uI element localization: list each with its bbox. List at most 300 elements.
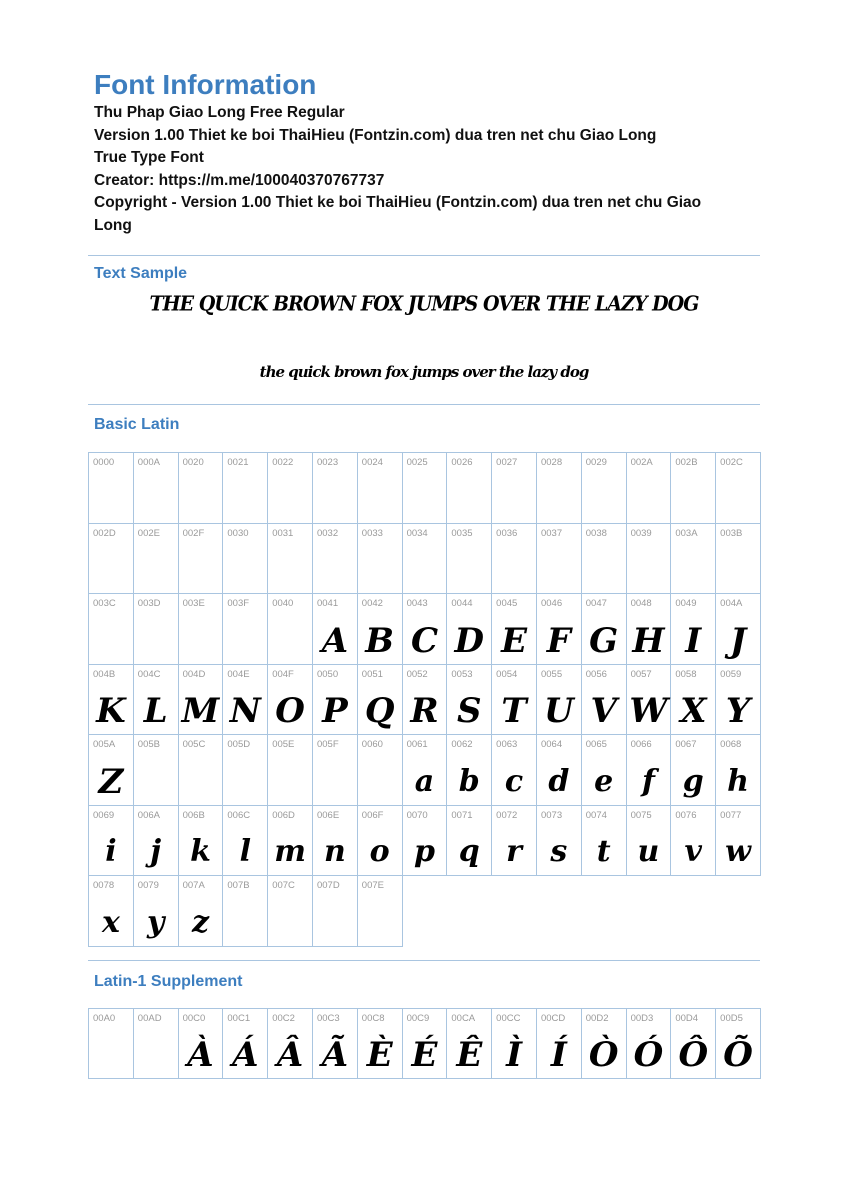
latin1-supplement-grid — [88, 1008, 761, 1080]
glyph-cell — [492, 594, 537, 665]
glyph-cell — [358, 1009, 403, 1080]
glyph-cell — [403, 524, 448, 595]
codepoint-label: 004D — [182, 668, 206, 680]
glyph-cell — [582, 524, 627, 595]
codepoint-label: 0058 — [675, 668, 697, 680]
glyph-sample: Z — [98, 761, 124, 802]
glyph-cell — [537, 594, 582, 665]
glyph-sample: q — [458, 834, 480, 869]
glyph-cell — [671, 1009, 716, 1080]
font-copyright: Copyright - Version 1.00 Thiet ke boi ThaiHieu (Fontzin.com) dua tren net chu Giao — [94, 194, 702, 211]
codepoint-label: 0071 — [451, 809, 473, 821]
glyph-sample: u — [637, 834, 660, 869]
glyph-cell — [358, 665, 403, 736]
codepoint-label: 0063 — [496, 739, 518, 750]
codepoint-label: 000A — [137, 457, 160, 468]
glyph-cell — [537, 806, 582, 877]
glyph-cell — [716, 594, 761, 665]
glyph-sample: S — [456, 691, 482, 731]
codepoint-label: 0027 — [496, 457, 518, 468]
codepoint-label: 0050 — [316, 668, 339, 680]
codepoint-label: 0040 — [272, 598, 294, 609]
glyph-cell — [716, 735, 761, 806]
codepoint-label: 0041 — [316, 598, 339, 609]
glyph-cell — [358, 806, 403, 877]
glyph-cell — [447, 1009, 492, 1080]
codepoint-label: 003E — [182, 598, 205, 609]
codepoint-label: 0070 — [406, 809, 428, 821]
glyph-cell — [179, 806, 224, 877]
glyph-sample: f — [642, 763, 655, 799]
glyph-cell — [582, 453, 627, 524]
codepoint-label: 0048 — [630, 598, 652, 609]
codepoint-label: 0073 — [540, 809, 563, 821]
glyph-cell — [179, 453, 224, 524]
codepoint-label: 003F — [227, 598, 250, 609]
glyph-sample: D — [454, 620, 485, 661]
glyph-sample: t — [596, 834, 611, 869]
glyph-cell — [537, 665, 582, 736]
glyph-sample: P — [322, 691, 348, 731]
codepoint-label: 002A — [630, 457, 653, 468]
glyph-cell — [582, 665, 627, 736]
codepoint-label: 0056 — [585, 668, 607, 680]
glyph-sample: a — [414, 763, 435, 799]
glyph-sample: T — [501, 691, 527, 731]
glyph-cell — [179, 1009, 224, 1080]
glyph-cell — [582, 1009, 627, 1080]
codepoint-label: 0022 — [272, 457, 294, 468]
glyph-sample: Ì — [506, 1035, 523, 1075]
codepoint-label: 0053 — [451, 668, 473, 680]
codepoint-label: 002D — [93, 527, 116, 539]
codepoint-label: 0066 — [630, 739, 652, 750]
codepoint-label: 0045 — [496, 598, 518, 609]
glyph-cell — [447, 665, 492, 736]
font-info-page — [88, 68, 760, 1079]
glyph-cell — [134, 806, 179, 877]
codepoint-label: 003B — [720, 527, 743, 539]
glyph-sample: F — [546, 620, 571, 661]
glyph-sample: b — [458, 763, 480, 799]
glyph-cell — [537, 735, 582, 806]
glyph-sample: I — [685, 620, 702, 661]
codepoint-label: 00D3 — [630, 1012, 654, 1024]
glyph-cell — [134, 594, 179, 665]
glyph-sample: N — [229, 691, 261, 731]
codepoint-label: 002F — [182, 527, 205, 539]
glyph-cell — [492, 524, 537, 595]
glyph-cell — [134, 524, 179, 595]
glyph-cell — [223, 453, 268, 524]
codepoint-label: 0077 — [720, 809, 742, 821]
glyph-sample: X — [680, 691, 707, 731]
codepoint-label: 004A — [720, 598, 743, 609]
glyph-sample: v — [684, 834, 702, 869]
codepoint-label: 006B — [182, 809, 205, 821]
glyph-sample: Ã — [321, 1035, 349, 1075]
glyph-cell — [716, 453, 761, 524]
glyph-sample: y — [146, 904, 165, 940]
codepoint-label: 0055 — [540, 668, 563, 680]
codepoint-label: 0069 — [93, 809, 115, 821]
glyph-cell — [223, 1009, 268, 1080]
glyph-cell — [358, 735, 403, 806]
codepoint-label: 0043 — [406, 598, 428, 609]
glyph-sample: c — [504, 763, 524, 799]
glyph-cell — [268, 735, 313, 806]
glyph-cell — [179, 524, 224, 595]
glyph-cell — [223, 806, 268, 877]
glyph-cell — [179, 665, 224, 736]
glyph-sample: M — [181, 691, 220, 731]
codepoint-label: 0039 — [630, 527, 652, 539]
glyph-sample: h — [727, 763, 749, 799]
glyph-sample: L — [143, 691, 168, 731]
codepoint-label: 005C — [182, 739, 206, 750]
glyph-cell — [134, 1009, 179, 1080]
section-divider — [88, 255, 760, 256]
glyph-cell — [492, 735, 537, 806]
glyph-cell — [582, 735, 627, 806]
codepoint-label: 0049 — [675, 598, 697, 609]
codepoint-label: 0047 — [585, 598, 607, 609]
glyph-sample: G — [589, 620, 619, 661]
codepoint-label: 0057 — [630, 668, 652, 680]
codepoint-label: 0030 — [227, 527, 249, 539]
glyph-sample: p — [413, 834, 435, 869]
codepoint-label: 004E — [227, 668, 250, 680]
codepoint-label: 00C1 — [227, 1012, 251, 1024]
glyph-cell — [403, 735, 448, 806]
glyph-sample: r — [506, 834, 522, 869]
glyph-cell — [313, 1009, 358, 1080]
glyph-sample: Ò — [588, 1035, 619, 1075]
glyph-cell — [89, 665, 134, 736]
glyph-sample: H — [632, 620, 665, 661]
glyph-sample: À — [187, 1035, 214, 1075]
glyph-cell — [716, 806, 761, 877]
section-divider — [88, 960, 760, 961]
glyph-sample: m — [274, 834, 306, 869]
glyph-sample: n — [323, 834, 346, 869]
glyph-cell — [358, 524, 403, 595]
glyph-sample: Q — [364, 691, 395, 731]
glyph-cell — [268, 453, 313, 524]
glyph-sample: J — [730, 620, 747, 661]
codepoint-label: 006C — [227, 809, 251, 821]
codepoint-label: 006E — [316, 809, 340, 821]
glyph-cell — [313, 594, 358, 665]
glyph-cell — [358, 594, 403, 665]
sample-uppercase: THE QUICK BROWN FOX JUMPS OVER THE LAZY DOG — [149, 291, 699, 317]
glyph-sample: O — [275, 691, 305, 731]
codepoint-label: 0075 — [630, 809, 652, 821]
codepoint-label: 0000 — [93, 457, 115, 468]
glyph-cell — [716, 1009, 761, 1080]
glyph-sample: C — [410, 620, 438, 661]
font-creator: Creator: https://m.me/100040370767737 — [94, 171, 385, 189]
glyph-cell — [89, 876, 134, 947]
codepoint-label: 003D — [137, 598, 161, 609]
page-title: Font Information — [94, 69, 317, 100]
glyph-cell — [671, 665, 716, 736]
glyph-cell — [358, 453, 403, 524]
glyph-cell — [403, 453, 448, 524]
glyph-sample: U — [544, 691, 574, 731]
glyph-cell — [89, 1009, 134, 1080]
glyph-cell — [268, 806, 313, 877]
codepoint-label: 0034 — [406, 527, 428, 539]
glyph-cell — [671, 594, 716, 665]
glyph-sample: K — [96, 691, 126, 731]
codepoint-label: 0051 — [361, 668, 383, 680]
codepoint-label: 0025 — [406, 457, 428, 468]
codepoint-label: 0068 — [720, 739, 742, 750]
glyph-cell — [268, 1009, 313, 1080]
glyph-sample: Â — [276, 1035, 304, 1075]
glyph-cell — [492, 665, 537, 736]
font-copyright-cont: Long — [94, 216, 132, 234]
codepoint-label: 0031 — [272, 527, 294, 539]
codepoint-label: 007D — [316, 880, 340, 891]
glyph-cell — [447, 594, 492, 665]
codepoint-label: 0046 — [540, 598, 563, 609]
codepoint-label: 004B — [93, 668, 116, 680]
glyph-cell — [313, 665, 358, 736]
glyph-cell — [268, 876, 313, 947]
codepoint-label: 00D2 — [585, 1012, 609, 1024]
codepoint-label: 0036 — [496, 527, 518, 539]
codepoint-label: 0029 — [585, 457, 607, 468]
section-divider — [88, 404, 760, 405]
glyph-cell — [223, 876, 268, 947]
codepoint-label: 007A — [182, 880, 205, 891]
codepoint-label: 0054 — [496, 668, 518, 680]
glyph-sample: È — [366, 1035, 393, 1075]
glyph-cell — [268, 594, 313, 665]
glyph-cell — [313, 524, 358, 595]
glyph-cell — [671, 735, 716, 806]
codepoint-label: 0079 — [137, 880, 159, 891]
glyph-cell — [627, 665, 672, 736]
codepoint-label: 005E — [272, 739, 295, 750]
glyph-cell — [582, 806, 627, 877]
glyph-cell — [313, 735, 358, 806]
glyph-cell — [582, 594, 627, 665]
codepoint-label: 0044 — [451, 598, 473, 609]
codepoint-label: 006D — [272, 809, 295, 821]
codepoint-label: 00C8 — [361, 1012, 385, 1024]
glyph-cell — [492, 806, 537, 877]
codepoint-label: 0032 — [316, 527, 339, 539]
codepoint-label: 0062 — [451, 739, 473, 750]
glyph-cell — [447, 453, 492, 524]
glyph-cell — [403, 806, 448, 877]
glyph-sample: Ô — [678, 1035, 709, 1075]
codepoint-label: 0065 — [585, 739, 607, 750]
glyph-cell — [403, 594, 448, 665]
basic-latin-grid — [88, 452, 761, 947]
codepoint-label: 0052 — [406, 668, 428, 680]
codepoint-label: 0033 — [361, 527, 383, 539]
glyph-sample: Á — [232, 1035, 259, 1075]
glyph-cell — [537, 1009, 582, 1080]
codepoint-label: 005B — [137, 739, 160, 750]
codepoint-label: 007B — [227, 880, 250, 891]
sample-lowercase: the quick brown fox jumps over the lazy dog — [259, 363, 589, 381]
glyph-cell — [492, 1009, 537, 1080]
glyph-cell — [671, 453, 716, 524]
glyph-sample: i — [105, 834, 117, 869]
codepoint-label: 004F — [272, 668, 294, 680]
codepoint-label: 0038 — [585, 527, 607, 539]
glyph-cell — [537, 453, 582, 524]
codepoint-label: 003C — [93, 598, 116, 609]
glyph-cell — [89, 524, 134, 595]
glyph-cell — [223, 665, 268, 736]
codepoint-label: 00D5 — [720, 1012, 743, 1024]
codepoint-label: 0021 — [227, 457, 249, 468]
codepoint-label: 005A — [93, 739, 116, 750]
codepoint-label: 002E — [137, 527, 160, 539]
font-version: Version 1.00 Thiet ke boi ThaiHieu (Fontzin.com) dua tren net chu Giao Long — [94, 126, 657, 144]
codepoint-label: 006F — [361, 809, 384, 821]
glyph-sample: É — [411, 1035, 438, 1075]
codepoint-label: 005D — [227, 739, 251, 750]
glyph-sample: A — [321, 620, 349, 661]
codepoint-label: 0059 — [720, 668, 742, 680]
glyph-cell — [89, 806, 134, 877]
glyph-sample: s — [550, 834, 568, 869]
glyph-cell — [134, 735, 179, 806]
glyph-cell — [313, 806, 358, 877]
font-name: Thu Phap Giao Long Free Regular — [94, 104, 345, 121]
codepoint-label: 0060 — [361, 739, 383, 750]
codepoint-label: 005F — [316, 739, 339, 750]
glyph-sample: Ó — [633, 1035, 664, 1075]
latin1-heading: Latin-1 Supplement — [94, 972, 243, 990]
codepoint-label: 0028 — [540, 457, 563, 468]
codepoint-label: 00D4 — [675, 1012, 699, 1024]
glyph-sample: E — [501, 620, 528, 661]
glyph-cell — [89, 735, 134, 806]
codepoint-label: 00C2 — [272, 1012, 295, 1024]
glyph-cell — [179, 735, 224, 806]
glyph-cell — [89, 453, 134, 524]
basic-latin-heading: Basic Latin — [94, 416, 180, 433]
glyph-cell — [627, 1009, 672, 1080]
glyph-sample: e — [594, 763, 614, 799]
glyph-sample: Ê — [456, 1035, 483, 1075]
glyph-cell — [358, 876, 403, 947]
glyph-sample: o — [369, 834, 390, 869]
codepoint-label: 002C — [720, 457, 743, 468]
codepoint-label: 0024 — [361, 457, 383, 468]
codepoint-label: 0042 — [361, 598, 383, 609]
font-type: True Type Font — [94, 149, 204, 166]
glyph-cell — [403, 1009, 448, 1080]
glyph-cell — [223, 524, 268, 595]
glyph-cell — [268, 524, 313, 595]
codepoint-label: 0076 — [675, 809, 697, 821]
font-info-block — [88, 102, 760, 237]
glyph-sample: d — [548, 763, 570, 799]
codepoint-label: 004C — [137, 668, 161, 680]
codepoint-label: 0064 — [540, 739, 563, 750]
codepoint-label: 00C3 — [316, 1012, 340, 1024]
glyph-sample: Y — [725, 691, 751, 731]
glyph-cell — [179, 594, 224, 665]
glyph-cell — [447, 735, 492, 806]
codepoint-label: 003A — [675, 527, 698, 539]
glyph-cell — [179, 876, 224, 947]
glyph-sample: g — [682, 763, 704, 799]
glyph-cell — [537, 524, 582, 595]
codepoint-label: 0072 — [496, 809, 518, 821]
glyph-cell — [134, 876, 179, 947]
glyph-sample: l — [239, 834, 251, 869]
codepoint-label: 0026 — [451, 457, 473, 468]
codepoint-label: 0067 — [675, 739, 697, 750]
codepoint-label: 0035 — [451, 527, 473, 539]
glyph-sample: j — [150, 834, 162, 869]
codepoint-label: 002B — [675, 457, 698, 468]
codepoint-label: 00A0 — [93, 1012, 116, 1024]
glyph-sample: w — [725, 834, 751, 869]
glyph-cell — [223, 594, 268, 665]
glyph-cell — [716, 665, 761, 736]
glyph-sample: B — [365, 620, 395, 661]
glyph-cell — [268, 665, 313, 736]
codepoint-label: 0020 — [182, 457, 204, 468]
glyph-sample: V — [590, 691, 617, 731]
glyph-cell — [627, 453, 672, 524]
text-sample-heading: Text Sample — [94, 265, 188, 282]
codepoint-label: 00CA — [451, 1012, 476, 1024]
codepoint-label: 00CD — [540, 1012, 566, 1024]
codepoint-label: 00C9 — [406, 1012, 430, 1024]
codepoint-label: 00AD — [137, 1012, 162, 1024]
glyph-cell — [627, 735, 672, 806]
codepoint-label: 007E — [361, 880, 384, 891]
glyph-cell — [89, 594, 134, 665]
codepoint-label: 0078 — [93, 880, 115, 891]
glyph-sample: z — [191, 904, 210, 940]
glyph-sample: Õ — [723, 1035, 753, 1075]
glyph-cell — [492, 453, 537, 524]
glyph-cell — [627, 524, 672, 595]
codepoint-label: 00CC — [496, 1012, 521, 1024]
glyph-sample: k — [190, 834, 211, 869]
glyph-cell — [716, 524, 761, 595]
glyph-cell — [223, 735, 268, 806]
glyph-cell — [627, 806, 672, 877]
codepoint-label: 0061 — [406, 739, 428, 750]
glyph-cell — [627, 594, 672, 665]
glyph-sample: R — [410, 691, 439, 731]
glyph-sample: x — [101, 904, 120, 940]
glyph-cell — [134, 453, 179, 524]
codepoint-label: 007C — [272, 880, 295, 891]
glyph-cell — [403, 665, 448, 736]
glyph-cell — [671, 524, 716, 595]
codepoint-label: 00C0 — [182, 1012, 206, 1024]
glyph-cell — [134, 665, 179, 736]
glyph-sample: W — [629, 691, 668, 731]
glyph-cell — [447, 806, 492, 877]
glyph-cell — [313, 876, 358, 947]
